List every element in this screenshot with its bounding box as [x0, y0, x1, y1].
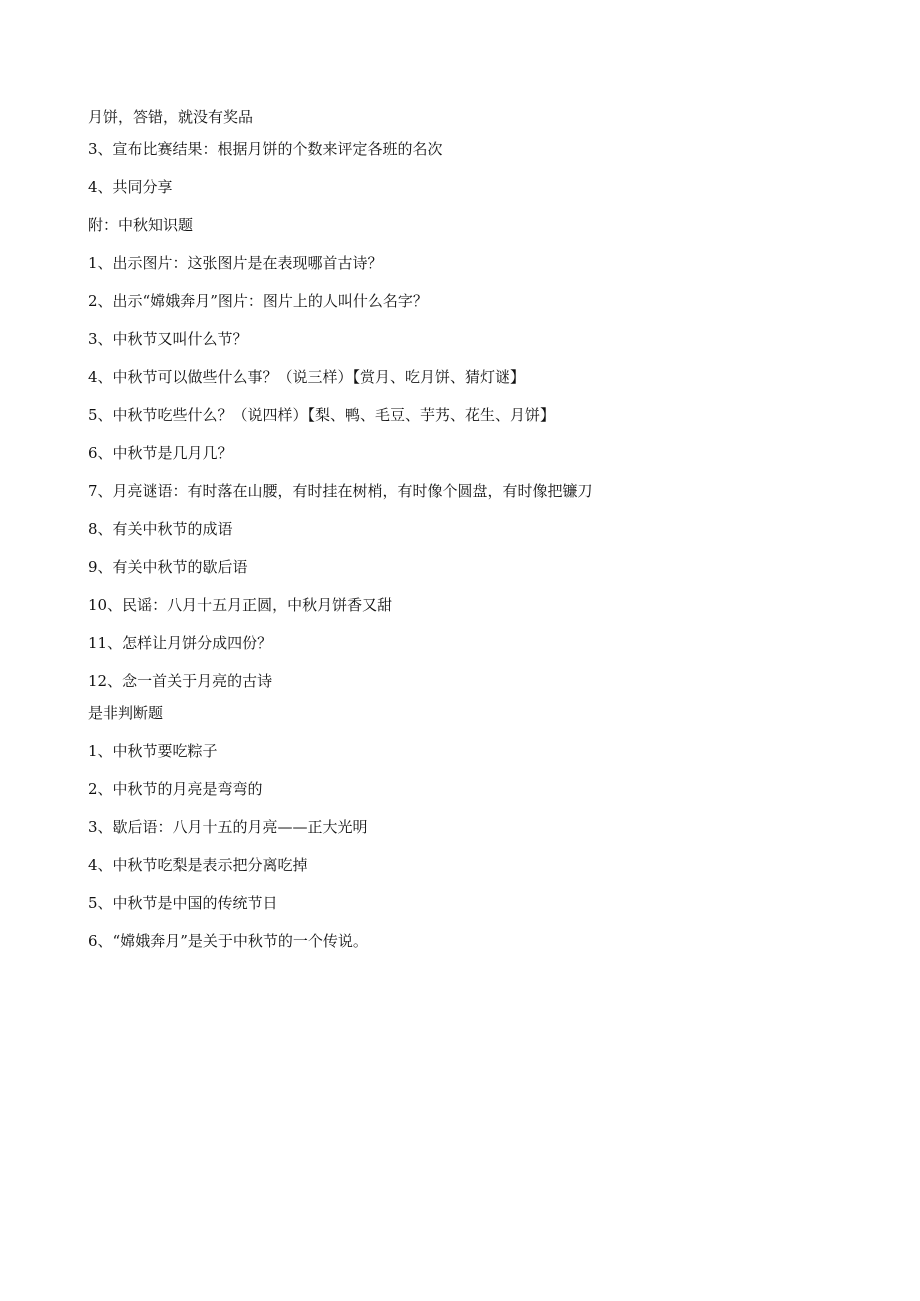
- paragraph-line: 3、宣布比赛结果：根据月饼的个数来评定各班的名次: [88, 140, 443, 158]
- section-heading: 附：中秋知识题: [88, 216, 194, 234]
- question-item: 9、有关中秋节的歇后语: [88, 558, 248, 576]
- true-false-item: 3、歇后语：八月十五的月亮——正大光明: [88, 818, 368, 836]
- question-item: 4、中秋节可以做些什么事？（说三样）【赏月、吃月饼、猜灯谜】: [88, 368, 526, 386]
- question-item: 1、出示图片：这张图片是在表现哪首古诗？: [88, 254, 383, 272]
- question-item: 11、怎样让月饼分成四份？: [88, 634, 273, 652]
- paragraph-line: 4、共同分享: [88, 178, 173, 196]
- true-false-item: 1、中秋节要吃粽子: [88, 742, 218, 760]
- question-item: 2、出示“嫦娥奔月”图片：图片上的人叫什么名字？: [88, 292, 428, 310]
- true-false-item: 6、“嫦娥奔月”是关于中秋节的一个传说。: [88, 932, 368, 950]
- question-item: 6、中秋节是几月几？: [88, 444, 233, 462]
- question-item: 8、有关中秋节的成语: [88, 520, 233, 538]
- question-item: 12、念一首关于月亮的古诗: [88, 672, 273, 690]
- document-body: [88, 108, 868, 951]
- question-item: 7、月亮谜语：有时落在山腰，有时挂在树梢，有时像个圆盘，有时像把镰刀: [88, 482, 593, 500]
- section-heading: 是非判断题: [88, 704, 164, 722]
- true-false-item: 5、中秋节是中国的传统节日: [88, 894, 278, 912]
- question-item: 3、中秋节又叫什么节？: [88, 330, 248, 348]
- question-item: 5、中秋节吃些什么？（说四样）【梨、鸭、毛豆、芋艿、花生、月饼】: [88, 406, 556, 424]
- paragraph-line: 月饼，答错，就没有奖品: [88, 108, 254, 126]
- true-false-item: 2、中秋节的月亮是弯弯的: [88, 780, 263, 798]
- question-item: 10、民谣：八月十五月正圆，中秋月饼香又甜: [88, 596, 393, 614]
- true-false-item: 4、中秋节吃梨是表示把分离吃掉: [88, 856, 308, 874]
